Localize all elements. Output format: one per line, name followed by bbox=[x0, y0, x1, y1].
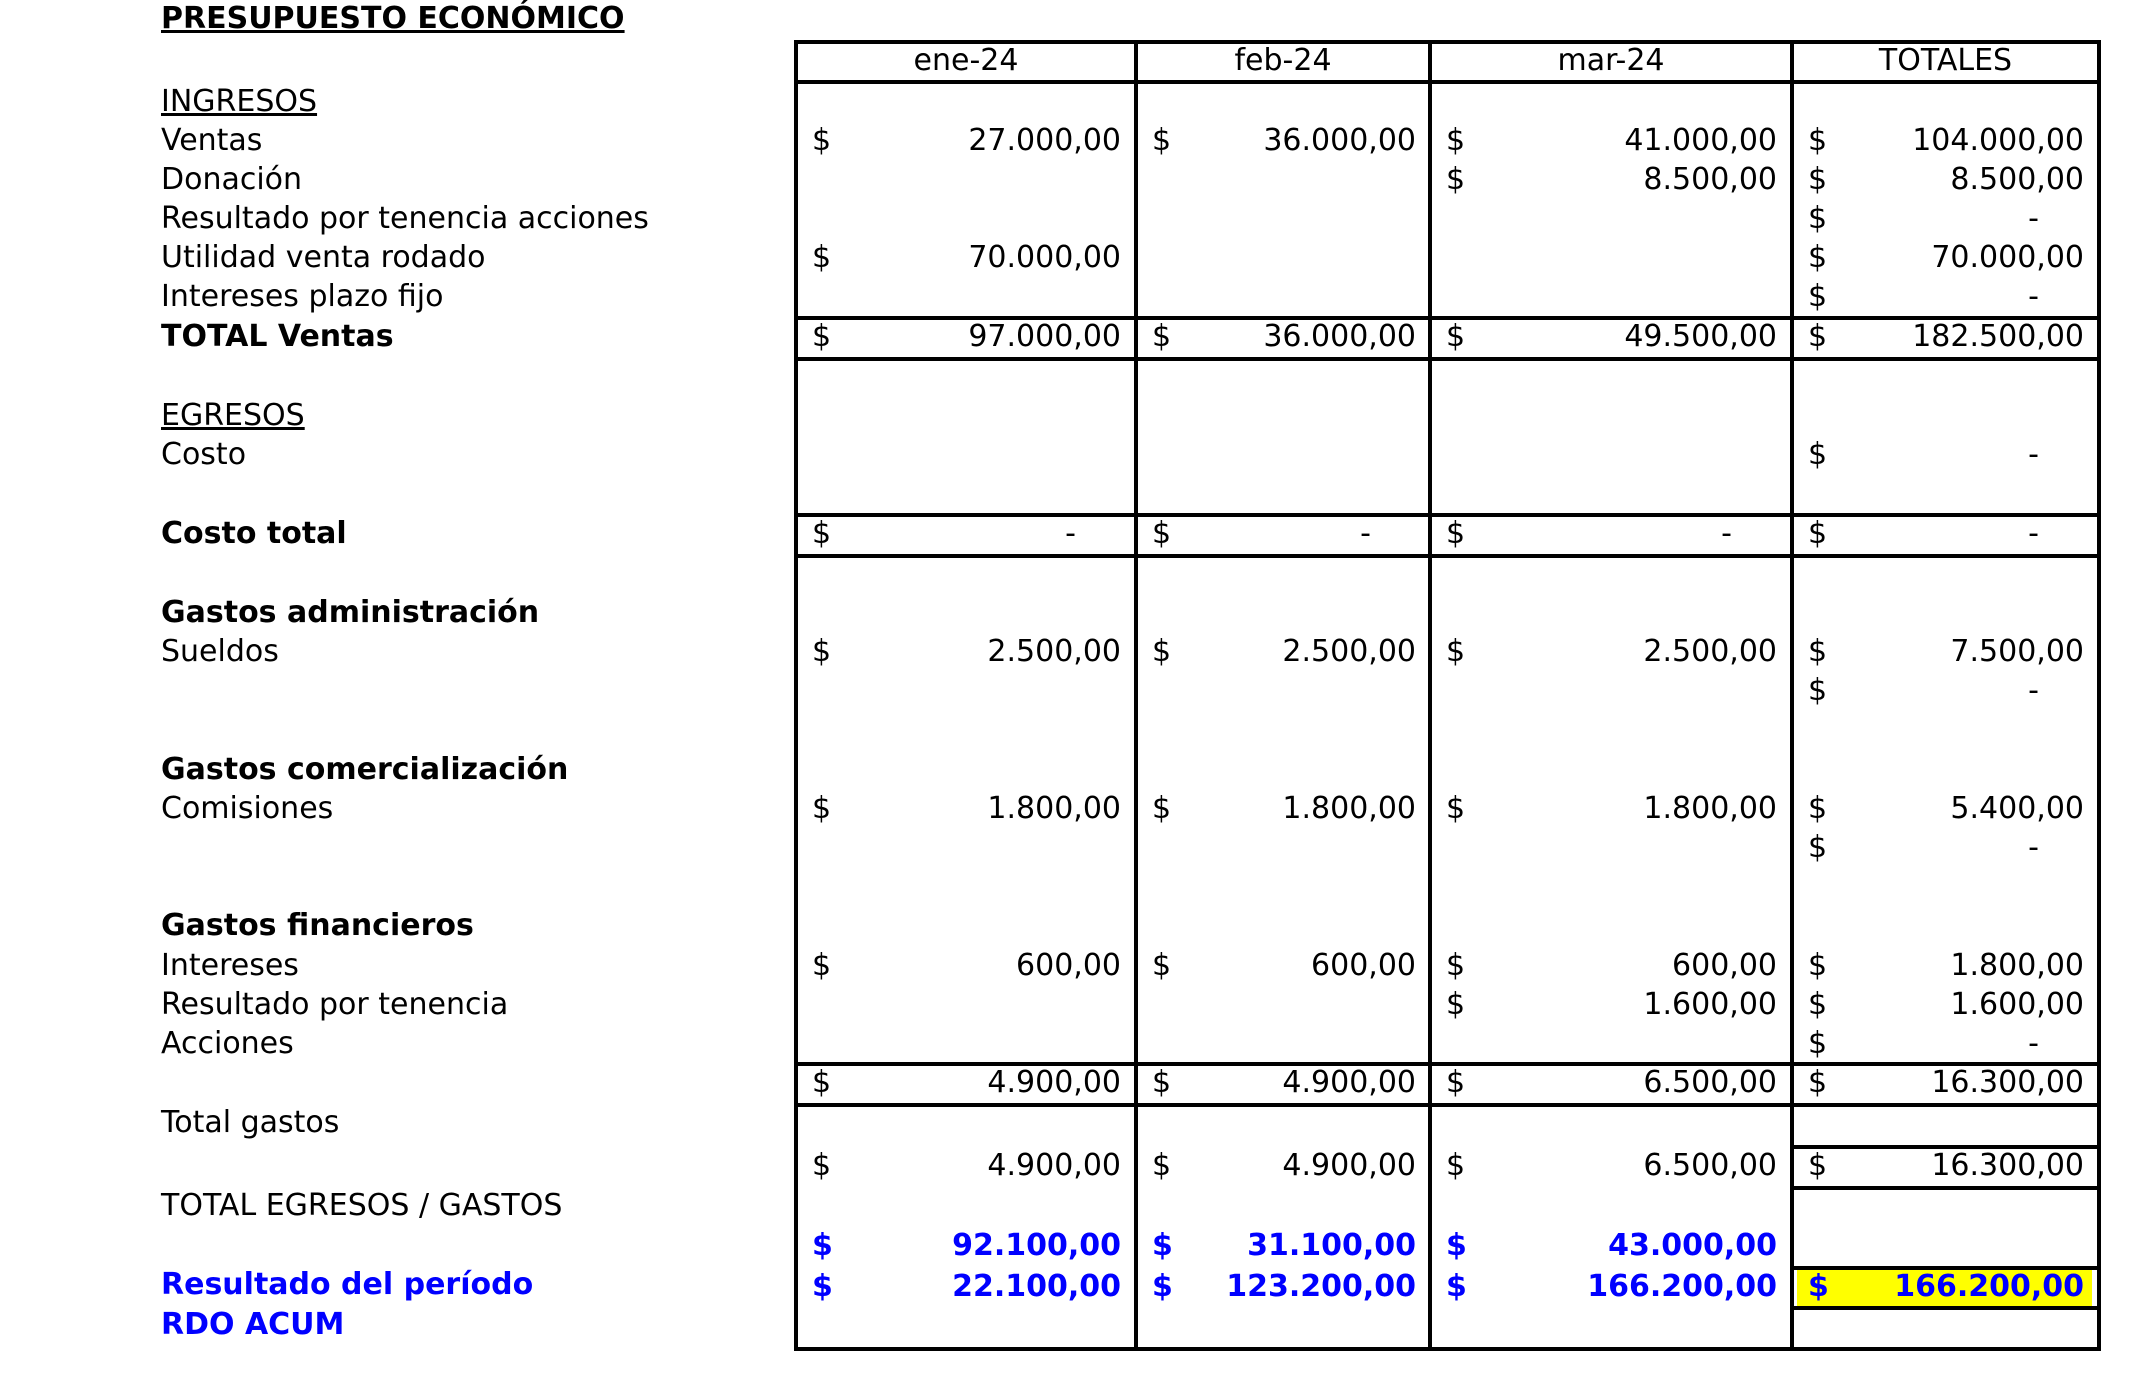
currency-symbol: $ bbox=[1446, 1269, 1467, 1304]
value-cell bbox=[1446, 1268, 1777, 1306]
amount: 7.500,00 bbox=[1950, 634, 2084, 669]
amount: 16.300,00 bbox=[1931, 1148, 2084, 1183]
value-cell bbox=[1808, 278, 2084, 316]
label-total-gastos: Total gastos bbox=[161, 1105, 340, 1140]
currency-symbol: $ bbox=[1446, 791, 1466, 826]
value-cell bbox=[1152, 515, 1416, 553]
value-cell bbox=[812, 790, 1121, 828]
value-cell bbox=[812, 1064, 1121, 1102]
currency-symbol: $ bbox=[1446, 123, 1466, 158]
value-cell bbox=[1808, 633, 2084, 671]
header-month-3: mar-24 bbox=[1557, 43, 1665, 78]
value-cell bbox=[812, 947, 1121, 985]
amount: 1.600,00 bbox=[1643, 987, 1777, 1022]
value-cell bbox=[1152, 318, 1416, 356]
currency-symbol: $ bbox=[1808, 437, 1828, 472]
currency-symbol: $ bbox=[1808, 673, 1828, 708]
currency-symbol: $ bbox=[1808, 240, 1828, 275]
currency-symbol: $ bbox=[1446, 1148, 1466, 1183]
amount: 31.100,00 bbox=[1247, 1228, 1416, 1263]
value-cell bbox=[1446, 515, 1777, 553]
currency-symbol: $ bbox=[1446, 319, 1466, 354]
currency-symbol: $ bbox=[812, 319, 832, 354]
currency-symbol: $ bbox=[1152, 516, 1172, 551]
value-cell bbox=[1152, 790, 1416, 828]
amount: - bbox=[2028, 201, 2039, 236]
currency-symbol: $ bbox=[1808, 1148, 1828, 1183]
currency-symbol: $ bbox=[1446, 162, 1466, 197]
currency-symbol: $ bbox=[812, 1148, 832, 1183]
value-cell bbox=[812, 122, 1121, 160]
amount: 1.800,00 bbox=[1282, 791, 1416, 826]
amount: 70.000,00 bbox=[968, 240, 1121, 275]
currency-symbol: $ bbox=[1808, 1269, 1829, 1304]
value-cell bbox=[1152, 1147, 1416, 1185]
currency-symbol: $ bbox=[812, 1228, 833, 1263]
currency-symbol: $ bbox=[1808, 201, 1828, 236]
value-cell bbox=[1808, 986, 2084, 1024]
currency-symbol: $ bbox=[1808, 279, 1828, 314]
value-cell bbox=[1446, 1064, 1777, 1102]
amount: 16.300,00 bbox=[1931, 1065, 2084, 1100]
amount: 27.000,00 bbox=[968, 123, 1121, 158]
amount: 6.500,00 bbox=[1643, 1065, 1777, 1100]
value-cell bbox=[1808, 318, 2084, 356]
amount: 1.800,00 bbox=[1950, 948, 2084, 983]
currency-symbol: $ bbox=[1808, 830, 1828, 865]
amount: 166.200,00 bbox=[1894, 1269, 2084, 1304]
currency-symbol: $ bbox=[1446, 1228, 1467, 1263]
value-cell bbox=[812, 1227, 1121, 1265]
amount: - bbox=[2028, 437, 2039, 472]
currency-symbol: $ bbox=[1152, 123, 1172, 158]
currency-symbol: $ bbox=[1808, 123, 1828, 158]
value-cell bbox=[1446, 122, 1777, 160]
value-cell bbox=[1446, 161, 1777, 199]
label-ventas: Ventas bbox=[161, 123, 263, 158]
currency-symbol: $ bbox=[1808, 948, 1828, 983]
value-cell bbox=[1152, 1268, 1416, 1306]
currency-symbol: $ bbox=[812, 948, 832, 983]
currency-symbol: $ bbox=[1446, 634, 1466, 669]
label-intereses: Intereses bbox=[161, 948, 299, 983]
amount: 41.000,00 bbox=[1624, 123, 1777, 158]
amount: 8.500,00 bbox=[1643, 162, 1777, 197]
label-resultado-tenencia: Resultado por tenencia bbox=[161, 987, 509, 1022]
amount: 600,00 bbox=[1311, 948, 1416, 983]
currency-symbol: $ bbox=[1808, 791, 1828, 826]
currency-symbol: $ bbox=[812, 123, 832, 158]
value-cell bbox=[1808, 1064, 2084, 1102]
value-cell bbox=[1446, 947, 1777, 985]
amount: 4.900,00 bbox=[1282, 1148, 1416, 1183]
currency-symbol: $ bbox=[1808, 1065, 1828, 1100]
label-donacion: Donación bbox=[161, 162, 303, 197]
header-totales: TOTALES bbox=[1878, 43, 2013, 78]
value-cell bbox=[1808, 790, 2084, 828]
rule-header-bottom bbox=[794, 80, 2101, 84]
currency-symbol: $ bbox=[1808, 987, 1828, 1022]
amount: 600,00 bbox=[1016, 948, 1121, 983]
header-month-2: feb-24 bbox=[1234, 43, 1332, 78]
amount: 22.100,00 bbox=[952, 1269, 1121, 1304]
amount: 182.500,00 bbox=[1912, 319, 2084, 354]
currency-symbol: $ bbox=[1152, 791, 1172, 826]
currency-symbol: $ bbox=[1152, 634, 1172, 669]
currency-symbol: $ bbox=[812, 791, 832, 826]
currency-symbol: $ bbox=[1152, 1269, 1173, 1304]
amount: 166.200,00 bbox=[1587, 1269, 1777, 1304]
value-cell bbox=[1152, 122, 1416, 160]
rule-totales-resultado-bottom bbox=[1790, 1306, 2101, 1310]
amount: - bbox=[2028, 673, 2039, 708]
amount: 70.000,00 bbox=[1931, 240, 2084, 275]
value-cell bbox=[1446, 790, 1777, 828]
amount: - bbox=[2028, 516, 2039, 551]
label-resultado-periodo: Resultado del período bbox=[161, 1267, 534, 1302]
page-title: PRESUPUESTO ECONÓMICO bbox=[161, 1, 625, 36]
amount: 92.100,00 bbox=[952, 1228, 1121, 1263]
value-cell bbox=[1152, 947, 1416, 985]
value-cell bbox=[1808, 161, 2084, 199]
amount: 2.500,00 bbox=[1643, 634, 1777, 669]
amount: 49.500,00 bbox=[1624, 319, 1777, 354]
label-resultado-tenencia-acciones: Resultado por tenencia acciones bbox=[161, 201, 649, 236]
header-month-1: ene-24 bbox=[913, 43, 1019, 78]
amount: 123.200,00 bbox=[1226, 1269, 1416, 1304]
value-cell bbox=[1446, 318, 1777, 356]
currency-symbol: $ bbox=[1808, 162, 1828, 197]
amount: 4.900,00 bbox=[987, 1065, 1121, 1100]
amount: - bbox=[2028, 1026, 2039, 1061]
currency-symbol: $ bbox=[1152, 1065, 1172, 1100]
value-cell bbox=[1446, 986, 1777, 1024]
value-cell bbox=[1808, 436, 2084, 474]
amount: 43.000,00 bbox=[1608, 1228, 1777, 1263]
amount: 8.500,00 bbox=[1950, 162, 2084, 197]
value-cell bbox=[1808, 515, 2084, 553]
label-acciones: Acciones bbox=[161, 1026, 294, 1061]
value-cell bbox=[812, 239, 1121, 277]
amount: 4.900,00 bbox=[1282, 1065, 1416, 1100]
value-cell bbox=[812, 515, 1121, 553]
amount: - bbox=[1065, 516, 1076, 551]
value-cell bbox=[1808, 1147, 2084, 1185]
rule-costo-total-bottom bbox=[794, 554, 2101, 558]
value-cell bbox=[1808, 947, 2084, 985]
amount: - bbox=[2028, 830, 2039, 865]
label-costo: Costo bbox=[161, 437, 247, 472]
label-costo-total: Costo total bbox=[161, 516, 347, 551]
label-comisiones: Comisiones bbox=[161, 791, 334, 826]
currency-symbol: $ bbox=[1446, 516, 1466, 551]
currency-symbol: $ bbox=[812, 240, 832, 275]
value-cell bbox=[812, 1268, 1121, 1306]
label-total-egresos-gastos: TOTAL EGRESOS / GASTOS bbox=[161, 1188, 563, 1223]
amount: 1.600,00 bbox=[1950, 987, 2084, 1022]
amount: 104.000,00 bbox=[1912, 123, 2084, 158]
rule-subtotal-bottom bbox=[794, 1103, 2101, 1107]
value-cell bbox=[1808, 829, 2084, 867]
egresos-heading: EGRESOS bbox=[161, 398, 305, 433]
currency-symbol: $ bbox=[1446, 987, 1466, 1022]
value-cell bbox=[1808, 672, 2084, 710]
label-intereses-plazo-fijo: Intereses plazo fijo bbox=[161, 279, 444, 314]
amount: 2.500,00 bbox=[987, 634, 1121, 669]
rule-totales-egresos-bottom bbox=[1790, 1186, 2101, 1190]
amount: 97.000,00 bbox=[968, 319, 1121, 354]
amount: 1.800,00 bbox=[1643, 791, 1777, 826]
currency-symbol: $ bbox=[1152, 948, 1172, 983]
value-cell bbox=[1808, 1268, 2084, 1306]
label-gastos-comercializacion: Gastos comercialización bbox=[161, 752, 569, 787]
amount: 4.900,00 bbox=[987, 1148, 1121, 1183]
currency-symbol: $ bbox=[812, 516, 832, 551]
currency-symbol: $ bbox=[1446, 1065, 1466, 1100]
amount: 600,00 bbox=[1672, 948, 1777, 983]
value-cell bbox=[812, 318, 1121, 356]
currency-symbol: $ bbox=[812, 634, 832, 669]
currency-symbol: $ bbox=[812, 1065, 832, 1100]
amount: 6.500,00 bbox=[1643, 1148, 1777, 1183]
rule-total-ventas-bottom bbox=[794, 357, 2101, 361]
value-cell bbox=[1446, 633, 1777, 671]
label-utilidad-venta-rodado: Utilidad venta rodado bbox=[161, 240, 486, 275]
value-cell bbox=[1446, 1147, 1777, 1185]
currency-symbol: $ bbox=[812, 1269, 833, 1304]
value-cell bbox=[1808, 239, 2084, 277]
value-cell bbox=[1808, 200, 2084, 238]
label-total-ventas: TOTAL Ventas bbox=[161, 319, 394, 354]
value-cell bbox=[1152, 1227, 1416, 1265]
currency-symbol: $ bbox=[1808, 319, 1828, 354]
currency-symbol: $ bbox=[1808, 1026, 1828, 1061]
amount: 36.000,00 bbox=[1263, 123, 1416, 158]
currency-symbol: $ bbox=[1152, 1228, 1173, 1263]
amount: 36.000,00 bbox=[1263, 319, 1416, 354]
value-cell bbox=[1808, 122, 2084, 160]
amount: - bbox=[1721, 516, 1732, 551]
currency-symbol: $ bbox=[1152, 1148, 1172, 1183]
ingresos-heading: INGRESOS bbox=[161, 84, 318, 119]
currency-symbol: $ bbox=[1152, 319, 1172, 354]
value-cell bbox=[812, 1147, 1121, 1185]
value-cell bbox=[1152, 633, 1416, 671]
amount: 1.800,00 bbox=[987, 791, 1121, 826]
amount: 2.500,00 bbox=[1282, 634, 1416, 669]
value-cell bbox=[1808, 1025, 2084, 1063]
amount: - bbox=[2028, 279, 2039, 314]
label-sueldos: Sueldos bbox=[161, 634, 279, 669]
amount: 5.400,00 bbox=[1950, 791, 2084, 826]
value-cell bbox=[1152, 1064, 1416, 1102]
label-gastos-financieros: Gastos financieros bbox=[161, 908, 474, 943]
value-cell bbox=[1446, 1227, 1777, 1265]
currency-symbol: $ bbox=[1446, 948, 1466, 983]
currency-symbol: $ bbox=[1808, 516, 1828, 551]
amount: - bbox=[1360, 516, 1371, 551]
label-gastos-administracion: Gastos administración bbox=[161, 595, 540, 630]
value-cell bbox=[812, 633, 1121, 671]
label-rdo-acum: RDO ACUM bbox=[161, 1307, 345, 1342]
currency-symbol: $ bbox=[1808, 634, 1828, 669]
